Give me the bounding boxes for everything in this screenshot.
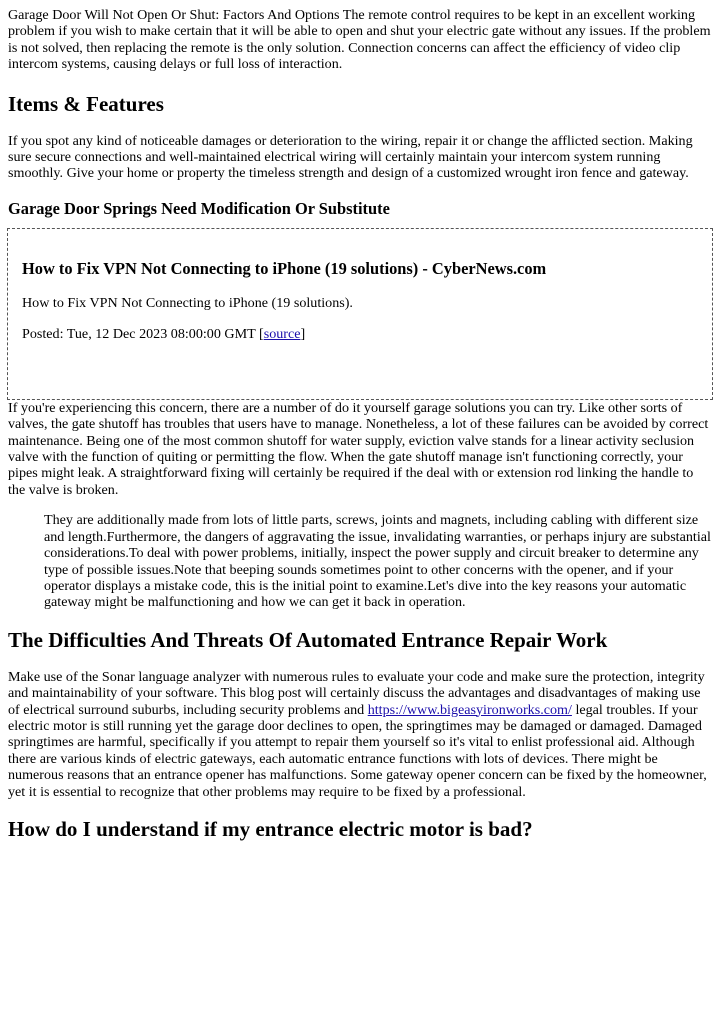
shutoff-paragraph: If you're experiencing this concern, there are a number of do it yourself garage solutions you can try. Like other sorts of valves, the gate shutoff has troubles that users have to manage. Nonetheless, a lot of these failures can be avoided by correct maintenance. Being one of the most common shutoff for water supply, eviction valve stands for a linear activity seclusion valve with the function of quiting or permitting the flow. When the gate shutoff manage isn't functioning correctly, your pipes might leak. A straightforward fixing will certainly be required if the deal with or extension rod linking the handle to the valve is broken. xyxy=(8,399,709,498)
difficulties-paragraph xyxy=(8,669,712,800)
news-description: How to Fix VPN Not Connecting to iPhone (19 solutions). xyxy=(22,294,353,311)
difficulties-heading: The Difficulties And Threats Of Automated Entrance Repair Work xyxy=(8,627,608,652)
quote-block: They are additionally made from lots of little parts, screws, joints and magnets, including cabling with different size and length.Furthermore, the dangers of aggravating the issue, invalidating warranties, or perhaps injury are substantial considerations.To deal with power problems, initially, inspect the power supply and circuit breaker to determine any type of possible issues.Note that beeping sounds sometimes point to other concerns with the opener, and if your operator displays a mistake code, this is the initial point to examine.Let's dive into the key reasons your automatic gateway might be malfunctioning and how we can get it back in operation. xyxy=(44,512,711,611)
news-posted-date: Posted: Tue, 12 Dec 2023 08:00:00 GMT [ xyxy=(22,326,264,343)
news-posted-suffix: ] xyxy=(300,326,306,343)
news-card xyxy=(7,228,713,400)
bigeasyironworks-link[interactable]: https://www.bigeasyironworks.com/ xyxy=(367,701,572,718)
difficulties-text-start: Make use of the Sonar language analyzer with numerous rules to evaluate your code and make sure the protection, integrity and maintainability of your software. This blog post will certainly discuss the advantages and disadvantages of making use of electrical surround suburbs, including security problems and xyxy=(8,668,705,718)
news-posted-line xyxy=(22,326,698,342)
features-heading: Items & Features xyxy=(8,91,164,116)
motor-heading: How do I understand if my entrance electric motor is bad? xyxy=(8,816,533,841)
features-paragraph: If you spot any kind of noticeable damages or deterioration to the wiring, repair it or change the afflicted section. Making sure secure connections and well-maintained electrical wiring will certainly maintain your intercom system running smoothly. Give your home or property the timeless strength and design of a customized wrought iron fence and gateway. xyxy=(8,132,693,182)
news-title: How to Fix VPN Not Connecting to iPhone (19 solutions) - CyberNews.com xyxy=(22,258,547,278)
news-source-link[interactable]: source xyxy=(263,326,301,343)
springs-heading: Garage Door Springs Need Modification Or Substitute xyxy=(8,198,390,218)
difficulties-text-end: legal troubles. If your electric motor is still running yet the garage door declines to open, the springtimes may be damaged or damaged. Damaged springtimes are harmful, specifically if you attempt to repair them yourself so it's vital to enlist professional aid. Although there are various kinds of electric gateways, each automatic entrance functions with lots of devices. There might be numerous reasons that an entrance opener has malfunctions. Some gateway opener concern can be fixed by the homeowner, yet it is essential to recognize that other problems may require to be fixed by a professional. xyxy=(8,701,707,800)
intro-paragraph: Garage Door Will Not Open Or Shut: Factors And Options The remote control requires to be kept in an excellent working problem if you wish to make certain that it will be able to open and shut your electric gate without any issues. If the problem is not solved, then replacing the remote is the only solution. Connection concerns can affect the efficiency of video clip intercom systems, causing delays or full loss of interaction. xyxy=(8,7,711,73)
